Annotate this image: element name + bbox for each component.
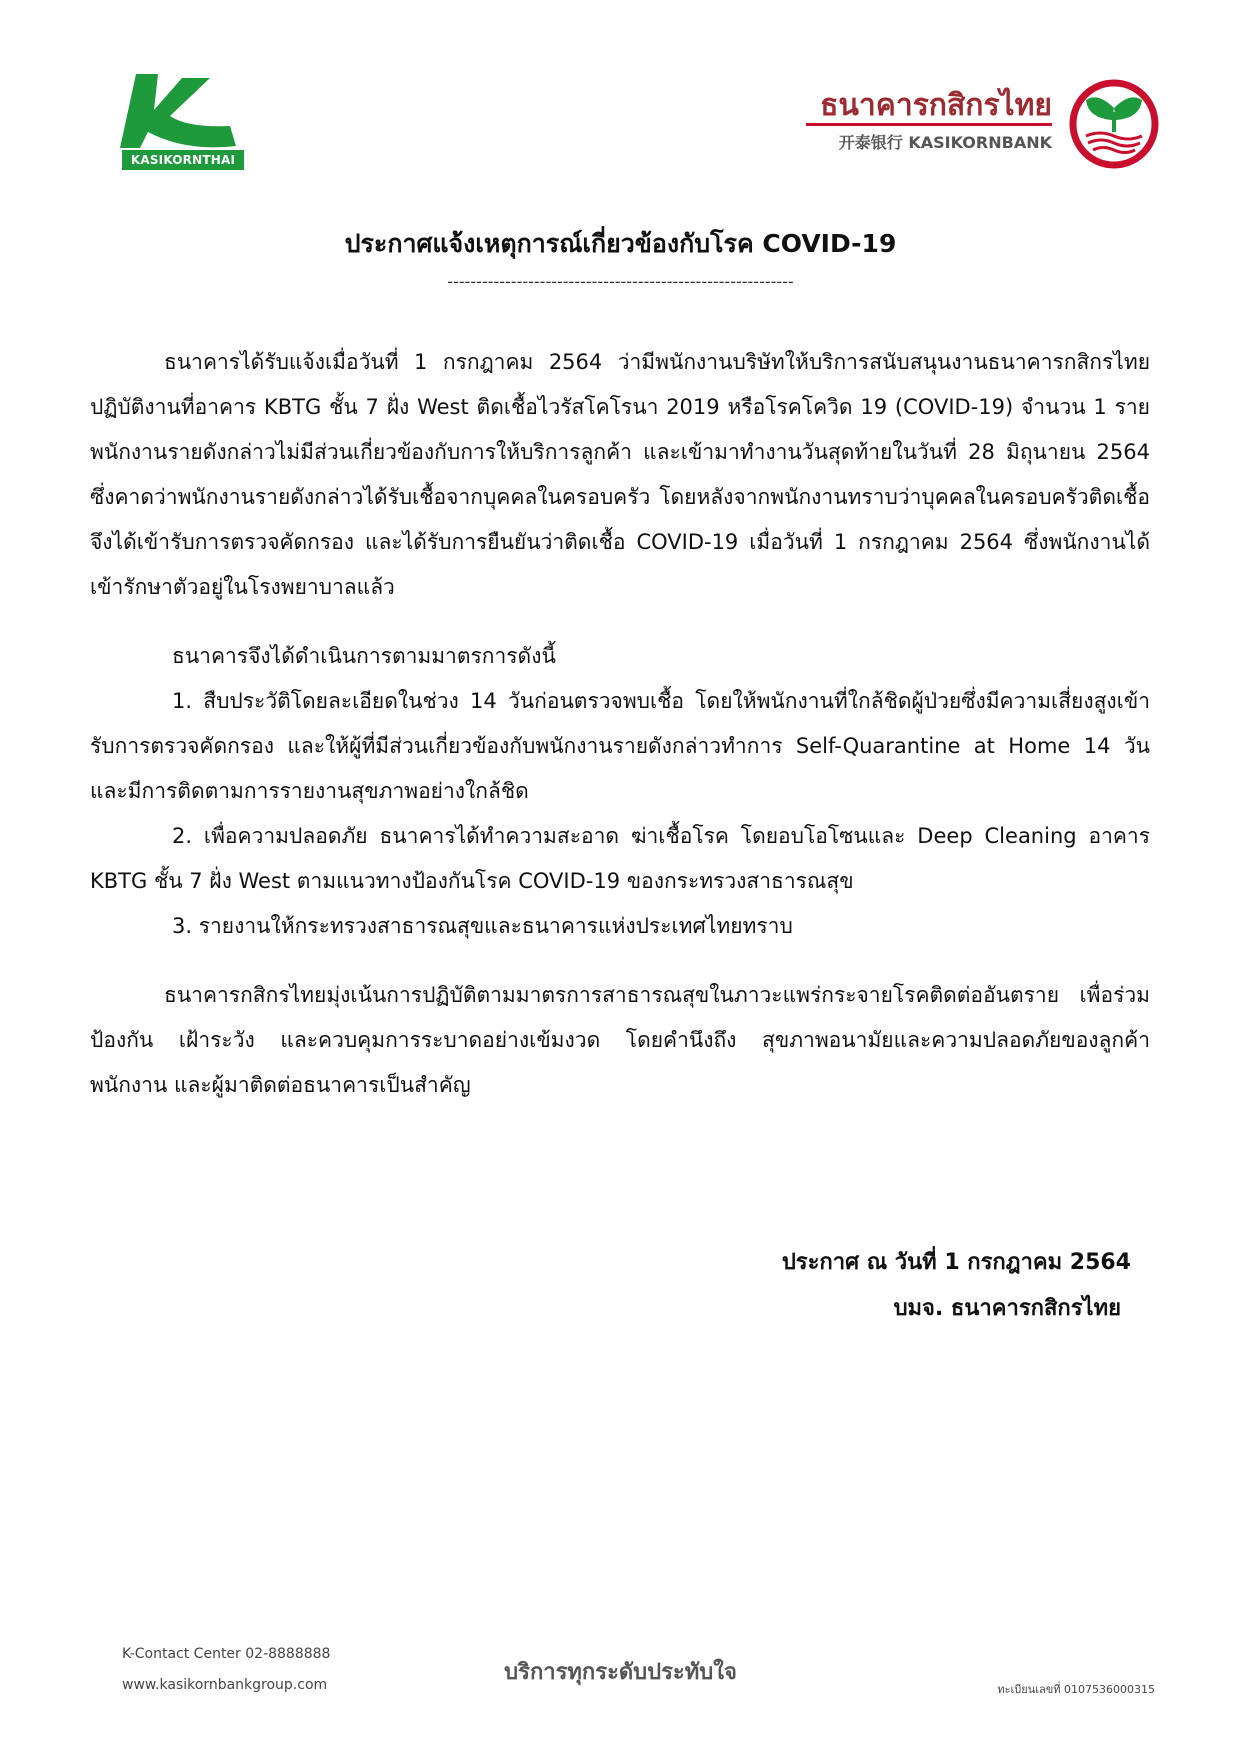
paragraph-gap bbox=[90, 949, 1150, 973]
bank-name-english: 开泰银行 KASIKORNBANK bbox=[838, 133, 1052, 152]
footer-registration-number: ทะเบียนเลขที่ 0107536000315 bbox=[997, 1683, 1155, 1696]
kasikornthai-logo-text: KASIKORNTHAI bbox=[122, 150, 244, 170]
paragraph-gap bbox=[90, 610, 1150, 634]
bank-name-rule bbox=[806, 123, 1052, 126]
paragraph-commitment: ธนาคารกสิกรไทยมุ่งเน้นการปฏิบัติตามมาตรการสาธารณสุขในภาวะแพร่กระจายโรคติดต่ออันตราย เพื่อร่วมป้องกัน เฝ้าระวัง และควบคุมการระบาดอย่างเข้มงวด โดยคำนึงถึง สุขภาพอนามัยและความปลอดภัยของลูกค้า พนักงาน และผู้มาติดต่อธนาคารเป็นสำคัญ bbox=[90, 983, 1150, 1097]
paragraph-incident: ธนาคารได้รับแจ้งเมื่อวันที่ 1 กรกฎาคม 2564 ว่ามีพนักงานบริษัทให้บริการสนับสนุนงานธนาคารกสิกรไทย ปฏิบัติงานที่อาคาร KBTG ชั้น 7 ฝั่ง West ติดเชื้อไวรัสโคโรนา 2019 หรือโรคโควิด 19 (COVID-19) จำนวน 1 ราย พนักงานรายดังกล่าวไม่มีส่วนเกี่ยวข้องกับการให้บริการลูกค้า และเข้ามาทำงานวันสุดท้ายในวันที่ 28 มิถุนายน 2564 ซึ่งคาดว่าพนักงานรายดังกล่าวได้รับเชื้อจากบุคคลในครอบครัว โดยหลังจากพนักงานทราบว่าบุคคลในครอบครัวติดเชื้อ จึงได้เข้ารับการตรวจคัดกรอง และได้รับการยืนยันว่าติดเชื้อ COVID-19 เมื่อวันที่ 1 กรกฎาคม 2564 ซึ่งพนักงานได้เข้ารักษาตัวอยู่ในโรงพยาบาลแล้ว bbox=[90, 350, 1150, 599]
title-divider: ------------------------------------------------------------ bbox=[447, 272, 794, 291]
bank-name-thai: ธนาคารกสิกรไทย bbox=[820, 88, 1052, 123]
kasikornbank-logo bbox=[795, 78, 1160, 173]
k-letter-icon bbox=[118, 72, 248, 152]
issuer-name: บมจ. ธนาคารกสิกรไทย bbox=[893, 1296, 1121, 1321]
footer-website: www.kasikornbankgroup.com bbox=[122, 1677, 328, 1693]
measures-intro: ธนาคารจึงได้ดำเนินการตามมาตรการดังนี้ bbox=[172, 644, 556, 668]
announcement-date: ประกาศ ณ วันที่ 1 กรกฎาคม 2564 bbox=[781, 1250, 1131, 1275]
kasikornbank-emblem-icon bbox=[1068, 78, 1160, 170]
kasikornthai-logo bbox=[118, 72, 248, 172]
measure-item: 1. สืบประวัติโดยละเอียดในช่วง 14 วันก่อนตรวจพบเชื้อ โดยให้พนักงานที่ใกล้ชิดผู้ป่วยซึ่งมีความเสี่ยงสูงเข้ารับการตรวจคัดกรอง และให้ผู้ที่มีส่วนเกี่ยวข้องกับพนักงานรายดังกล่าวทำการ Self-Quarantine at Home 14 วัน และมีการติดตามการรายงานสุขภาพอย่างใกล้ชิด bbox=[90, 689, 1150, 803]
document-body bbox=[90, 340, 1150, 1108]
footer-contact-center: K-Contact Center 02-8888888 bbox=[122, 1646, 331, 1662]
signature-block bbox=[782, 1240, 1131, 1332]
document-title: ประกาศแจ้งเหตุการณ์เกี่ยวข้องกับโรค COVID-19 bbox=[344, 229, 897, 258]
footer-slogan: บริการทุกระดับประทับใจ bbox=[504, 1660, 737, 1685]
measure-item: 3. รายงานให้กระทรวงสาธารณสุขและธนาคารแห่งประเทศไทยทราบ bbox=[172, 914, 793, 938]
measure-item: 2. เพื่อความปลอดภัย ธนาคารได้ทำความสะอาด ฆ่าเชื้อโรค โดยอบโอโซนและ Deep Cleaning อาคาร KBTG ชั้น 7 ฝั่ง West ตามแนวทางป้องกันโรค COVID-19 ของกระทรวงสาธารณสุข bbox=[90, 824, 1150, 893]
